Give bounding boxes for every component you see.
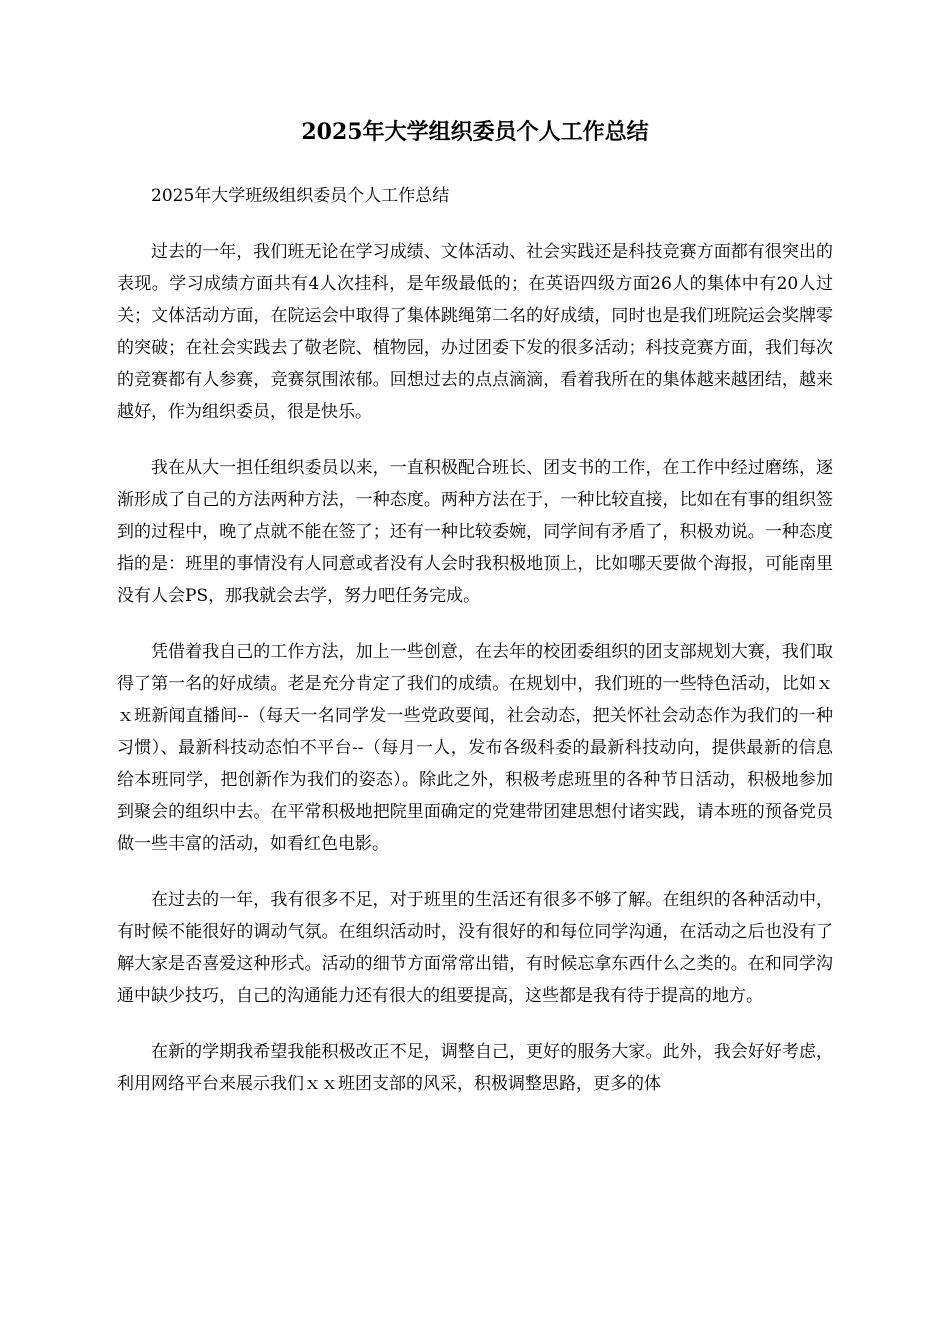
paragraph-5: 在新的学期我希望我能积极改正不足，调整自己，更好的服务大家。此外，我会好好考虑，利用网络平台来展示我们ｘｘ班团支部的风采，积极调整思路，更多的体 [117, 1042, 833, 1094]
paragraph-1: 过去的一年，我们班无论在学习成绩、文体活动、社会实践还是科技竞赛方面都有很突出的表现。学习成绩方面共有4人次挂科，是年级最低的；在英语四级方面26人的集体中有20人过关；文体活动方面，在院运会中取得了集体跳绳第二名的好成绩，同时也是我们班院运会奖牌零的突破；在社会实践去了敬老院、植物园，办过团委下发的很多活动；科技竞赛方面，我们每次的竞赛都有人参赛，竞赛氛围浓郁。回想过去的点点滴滴，看着我所在的集体越来越团结，越来越好，作为组织委员，很是快乐。 [117, 242, 833, 422]
paragraph-3: 凭借着我自己的工作方法，加上一些创意，在去年的校团委组织的团支部规划大赛，我们取得了第一名的好成绩。老是充分肯定了我们的成绩。在规划中，我们班的一些特色活动，比如ｘｘ班新闻直播间--（每天一名同学发一些党政要闻，社会动态，把关怀社会动态作为我们的一种习惯）、最新科技动态怕不平台--（每月一人，发布各级科委的最新科技动向，提供最新的信息给本班同学，把创新作为我们的姿态）。除此之外，积极考虑班里的各种节日活动，积极地参加到聚会的组织中去。在平常积极地把院里面确定的党建带团建思想付诸实践，请本班的预备党员做一些丰富的活动，如看红色电影。 [117, 642, 833, 854]
document-title: 2025年大学组织委员个人工作总结 [301, 119, 649, 145]
paragraph-4: 在过去的一年，我有很多不足，对于班里的生活还有很多不够了解。在组织的各种活动中，有时候不能很好的调动气氛。在组织活动时，没有很好的和每位同学沟通，在活动之后也没有了解大家是否喜爱这种形式。活动的细节方面常常出错，有时候忘拿东西什么之类的。在和同学沟通中缺少技巧，自己的沟通能力还有很大的组要提高，这些都是我有待于提高的地方。 [117, 890, 833, 1006]
paragraph-2: 我在从大一担任组织委员以来，一直积极配合班长、团支书的工作，在工作中经过磨练，逐渐形成了自己的方法两种方法，一种态度。两种方法在于，一种比较直接，比如在有事的组织签到的过程中，晚了点就不能在签了；还有一种比较委婉，同学间有矛盾了，积极劝说。一种态度指的是：班里的事情没有人同意或者没有人会时我积极地顶上，比如哪天要做个海报，可能南里没有人会PS，那我就会去学，努力吧任务完成。 [117, 458, 833, 606]
document-subtitle: 2025年大学班级组织委员个人工作总结 [151, 186, 450, 206]
document-body [117, 180, 833, 1124]
